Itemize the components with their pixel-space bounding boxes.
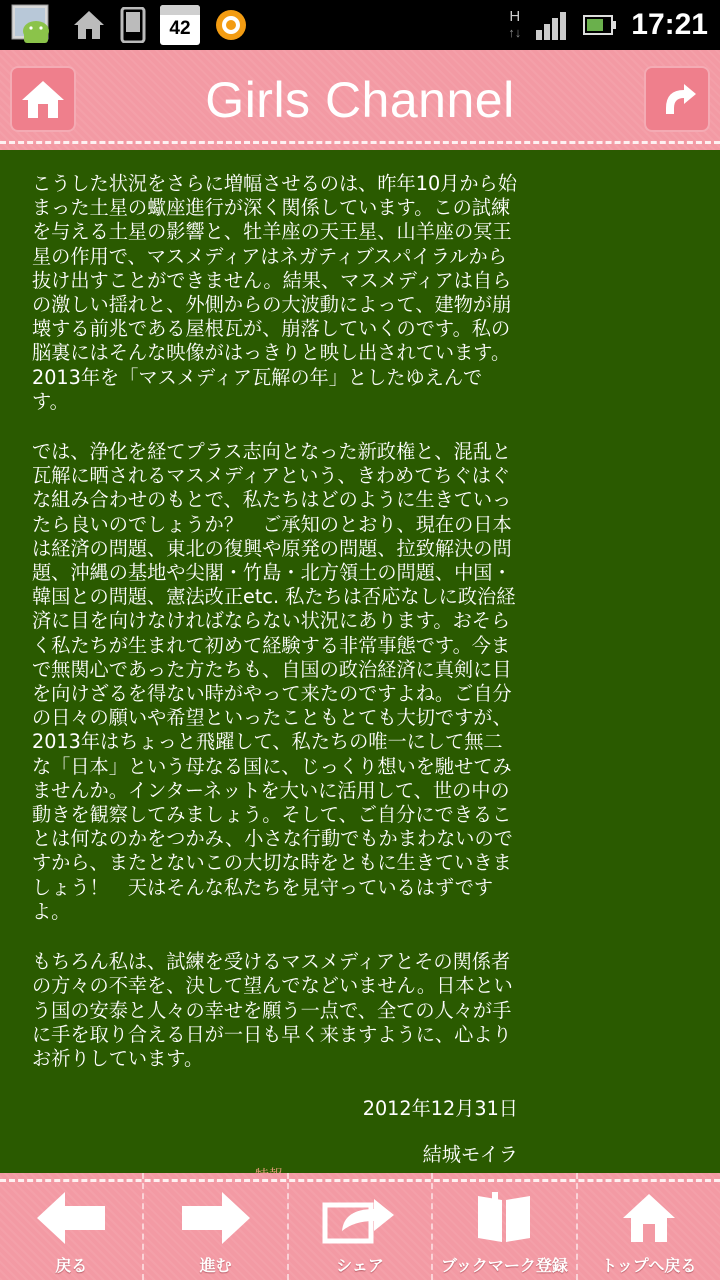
arrow-left-icon — [35, 1190, 107, 1246]
article-paragraph: では、浄化を経てプラス志向となった新政権と、混乱と瓦解に晒されるマスメディアという、きわめてちぐはぐな組み合わせのもとで、私たちはどのように生きていったら良いのでしょうか？ ご承知のとおり、現在の日本は経済の問題、東北の復興や原発の問題、拉致解決の問題、沖縄の基地や尖閣・竹島・北方領土の問題、中国・韓国との問題、憲法改正etc. 私たちは否応なしに政治経済に目を向けなければならない状況にあります。おそらく私たちが生まれて初めて経験する非常事態です。今まで無関心であった方たちも、自国の政治経済に真剣に目を向けざるを得ない時がやって来たのですよね。ご自分の日々の願いや希望といったこともとても大切ですが、2013年はちょっと飛躍して、私たちの唯一にして無二な「日本」という母なる国に、じっくり想いを馳せてみませんか。インターネットを大いに活用して、世の中の動きを観察してみましょう。そして、ご自分にできることは何なのかをつかみ、小さな行動でもかまわないのですから、またとないこの大切な時をともに生きていきましょう！ 天はそんな私たちを見守っているはずですよ。 — [32, 440, 516, 923]
status-bar — [0, 0, 720, 50]
calendar-day: 42 — [169, 18, 191, 39]
battery-icon — [583, 13, 617, 37]
article-signoff — [32, 1097, 518, 1167]
back-label: 戻る — [55, 1256, 88, 1275]
back-button[interactable] — [0, 1173, 142, 1280]
bookmark-label: ブックマーク登録 — [440, 1256, 568, 1275]
home-notification-icon — [72, 9, 106, 41]
share-button[interactable] — [287, 1173, 431, 1280]
share-icon — [322, 1191, 398, 1245]
app-header — [0, 50, 720, 150]
book-icon — [474, 1190, 534, 1246]
article-body — [32, 172, 518, 1190]
reload-icon — [656, 78, 698, 120]
orange-app-icon — [214, 8, 248, 42]
top-button[interactable] — [576, 1173, 720, 1280]
home-button[interactable] — [10, 66, 76, 132]
forward-label: 進む — [199, 1256, 232, 1275]
network-type-icon: H ↑↓ — [508, 8, 522, 40]
signal-icon — [535, 10, 569, 40]
clock: 17:21 — [631, 8, 708, 41]
calendar-icon — [160, 5, 200, 45]
phone-notification-icon — [120, 7, 146, 43]
article-paragraph: もちろん私は、試練を受けるマスメディアとその関係者の方々の不幸を、決して望んでなどいません。日本という国の安泰と人々の幸せを願う一点で、全ての人々が手に手を取り合える日が一日も早く来ますように、心よりお祈りしています。 — [32, 950, 513, 1070]
system-status — [508, 0, 708, 50]
page-title: Girls Channel — [205, 72, 515, 128]
network-type-label: H — [509, 8, 521, 25]
bottom-toolbar — [0, 1173, 720, 1280]
home-icon — [621, 1192, 677, 1244]
article-paragraph: こうした状況をさらに増幅させるのは、昨年10月から始まった土星の蠍座進行が深く関係しています。この試練を与える土星の影響と、牡羊座の天王星、山羊座の冥王星の作用で、マスメディアはネガティブスパイラルから抜け出すことができません。結果、マスメディアは自らの激しい揺れと、外側からの大波動によって、建物が崩壊する前兆である屋根瓦が、崩落していくのです。私の脳裏にはそんな映像がはっきりと映し出されています。2013年を「マスメディア瓦解の年」としたゆえんです。 — [32, 172, 517, 413]
home-icon — [20, 78, 66, 120]
reload-button[interactable] — [644, 66, 710, 132]
arrow-right-icon — [180, 1190, 252, 1246]
top-label: トップへ戻る — [601, 1256, 697, 1275]
android-app-icon — [10, 3, 58, 47]
share-label: シェア — [336, 1256, 384, 1275]
notification-icons — [10, 4, 248, 46]
article-date: 2012年12月31日 — [362, 1097, 518, 1121]
bookmark-button[interactable] — [431, 1173, 575, 1280]
article-author: 結城モイラ — [422, 1143, 518, 1167]
forward-button[interactable] — [142, 1173, 286, 1280]
